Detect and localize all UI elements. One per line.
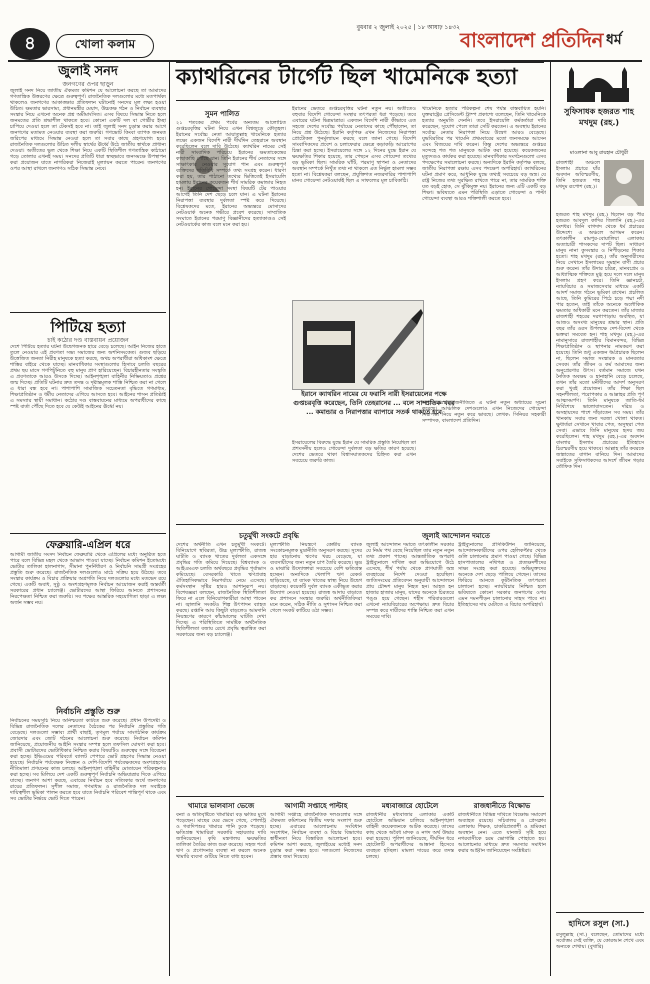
article-text: দেশের অর্থনীতি এখন চতুর্মুখী সংকটে। বিনিয়োগে স্থবিরতা, উচ্চ মূল্যস্ফীতি, রাজস্ব ঘাটতি ও ব্যাংক খাতের দুর্বলতা একসঙ্গে প্রবৃদ্ধির গতি কমিয়ে দিয়েছে। বিশ্বব্যাংক ও আইএমএফ চলতি অর্থবছরে প্রবৃদ্ধির পূর্বাভাস কমিয়েছে। বেসরকারি খাতে ঋণপ্রবাহ ঐতিহাসিকভাবে নিম্নপর্যায়ে নেমে এসেছে। কর্মসংস্থান সৃষ্টির হারও আশানুরূপ নয়। বিশেষজ্ঞরা বলছেন, রাজনৈতিক স্থিতিশীলতা ফিরে না এলে বিনিয়োগকারীরা আস্থা পাবেন না। জ্বালানি সংকটও শিল্প উৎপাদন ব্যাহত করছে। রপ্তানি আয় কিছুটা বাড়লেও আমদানি নিয়ন্ত্রণের কারণে কাঁচামালের ঘাটতি দেখা দিচ্ছে। এ পরিস্থিতিতে সামষ্টিক অর্থনৈতিক স্থিতিশীলতা বজায় রেখে প্রবৃদ্ধি ত্বরান্বিত করা সরকারের জন্য বড় চ্যালেঞ্জ।: [176, 542, 266, 638]
kicker-mob-killing: চাই কঠোর দণ্ড বাস্তবায়ন প্রয়োজন: [47, 337, 129, 344]
masthead-logo: বাংলাদেশ প্রতিদিন: [460, 28, 603, 52]
article-text: ২১ শতকের প্রথম পর্বের অন্যতম আলোচিত গুপ্তচরবৃত্তির ঘটনা নিয়ে এখন বিশ্বজুড়ে কৌতূহল। ইরানের সর্বোচ্চ নেতা আয়াতুল্লাহ খামেনিকে হত্যার লক্ষ্যে একজন বিদেশি নারী দীর্ঘদিন তেহরানে অবস্থান করেছিলেন বলে দাবি উঠেছে। ক্যাথরিন নামের সেই নারী সাংবাদিক পরিচয়ে ইরানের ক্ষমতাকেন্দ্রের কাছাকাছি পৌঁছে যান। তিনি ইরানের শীর্ষ নেতাদের সঙ্গে সাক্ষাৎকার নেওয়ার সুযোগ পান এবং গুরুত্বপূর্ণ ব্যক্তিদের গতিবিধি সম্পর্কে তথ্য সংগ্রহ করেন। ধারণা করা হয়, তার পাঠানো তথ্যের ভিত্তিতেই ইসরায়েলি হামলায় ইরানের কয়েকজন শীর্ষ সামরিক কমান্ডার নিহত হন। ইরানের গোয়েন্দা সংস্থা বিষয়টি টের পাওয়ার আগেই তিনি দেশ ছেড়ে চলে যান। এ ঘটনা ইরানের নিরাপত্তা ব্যবস্থার দুর্বলতা স্পষ্ট করে দিয়েছে। বিশ্লেষকদের মতে, ইরানের অভ্যন্তরে মোসাদের নেটওয়ার্ক অনেক গভীরে প্রবেশ করেছে। সাম্প্রতিক সংঘাতে ইরানের পরমাণু বিজ্ঞানীদের হত্যাকাণ্ডও সেই নেটওয়ার্কের কাজ বলে মনে করা হয়।: [176, 120, 286, 228]
article-text: মধ্যপ্রাচ্যের ভূরাজনীতিতে এ ঘটনা নতুন অধ্যায়ের সূচনা করেছে। আঞ্চলিক দেশগুলোও এখন নিজেদের গোয়েন্দা নিরাপত্তা নিয়ে নতুন করে ভাবছে। লেখক: সিনিয়র সহকারী সম্পাদক, বাংলাদেশ প্রতিদিন।: [422, 400, 546, 424]
section-label-right: ধর্ম: [606, 32, 622, 48]
article-text: বন্যা ও অতিবৃষ্টিতে খামারিরা বড় ক্ষতির মুখে পড়েছেন। মাছের ঘের ভেসে গেছে, পোলট্রি ও গবাদিপশুর খামারে পানি ঢুকে পড়েছে। ক্ষতিগ্রস্ত খামারিরা সরকারি সহায়তার দাবি জানিয়েছেন। কৃষি মন্ত্রণালয় ক্ষয়ক্ষতির তালিকা তৈরির কাজ শুরু করেছে। সহজ শর্তে ঋণ ও প্রণোদনার ব্যবস্থা না করলে অনেক খামারি ব্যবসা গুটিয়ে নিতে বাধ্য হবেন।: [176, 812, 266, 860]
page-number: ৪: [10, 28, 50, 60]
divider: [176, 62, 544, 63]
article-text: জুলাই আন্দোলন দমাতে তৎকালীন সরকার যে নির্মম পথ বেছে নিয়েছিল তার নতুন নতুন তথ্য প্রকাশ পাচ্ছে। আন্তর্জাতিক অপরাধ ট্রাইব্যুনালে দাখিল করা অভিযোগে উঠে এসেছে, শীর্ষ পর্যায় থেকে প্রাণঘাতী অস্ত্র ব্যবহারের নির্দেশ দেওয়া হয়েছিল। জাতিসংঘের প্রতিবেদন অনুযায়ী আন্দোলনে প্রায় চৌদ্দশ মানুষ নিহত হন। আহত হন হাজার হাজার মানুষ, যাদের অনেকে চিরতরে পঙ্গু হয়ে গেছেন। শহীদ পরিবারগুলো এখনো ন্যায়বিচারের অপেক্ষায়। দ্রুত বিচার সম্পন্ন করে দায়ীদের শাস্তি নিশ্চিত করা এখন সময়ের দাবি।: [366, 542, 454, 620]
headline-july-charter: জুলাই সনদ: [58, 64, 118, 79]
headline-protest: রাজধানীতে বিক্ষোভ: [473, 802, 531, 810]
headline-july-movement: জুলাই আন্দোলন দমাতে: [422, 532, 490, 540]
article-text: দেশে পিটিয়ে হত্যার ঘটনা উদ্বেগজনক হারে বেড়ে চলেছে। আইন নিজের হাতে তুলে নেওয়ার এই প্রবণতা সভ্য সমাজের জন্য অশনিসংকেত। গুজব ছড়িয়ে উত্তেজিত জনতা নিরীহ মানুষকে হত্যা করছে, অথচ অপরাধীরা অধিকাংশ ক্ষেত্রে শাস্তির বাইরে থেকে যাচ্ছে। মানবাধিকার সংস্থাগুলোর হিসাবে চলতি বছরের প্রথম ছয় মাসে গণপিটুনিতে বহু মানুষ প্রাণ হারিয়েছেন। বিচারহীনতার সংস্কৃতি এ প্রবণতাকে আরও উসকে দিচ্ছে। আইনশৃঙ্খলা বাহিনীর নিষ্ক্রিয়তাও প্রশ্নের জন্ম দিচ্ছে। প্রতিটি ঘটনার দ্রুত তদন্ত ও দৃষ্টান্তমূলক শাস্তি নিশ্চিত করা না গেলে এ ধারা বন্ধ হবে না। পাশাপাশি সামাজিক সচেতনতা বৃদ্ধিতে গণমাধ্যম, শিক্ষাপ্রতিষ্ঠান ও ধর্মীয় নেতাদের এগিয়ে আসতে হবে। আইনের শাসন প্রতিষ্ঠাই এ সমস্যার স্থায়ী সমাধান। কঠোর দণ্ড বাস্তবায়নের মাধ্যমে অপরাধীদের কাছে স্পষ্ট বার্তা পৌঁছে দিতে হবে যে কেউই আইনের ঊর্ধ্বে নয়।: [10, 344, 166, 410]
byline-right: মাওলানা আবু রায়হান চৌধুরী: [569, 150, 629, 156]
divider: [176, 524, 544, 525]
article-text: রাজধানীর মধ্যবাজার এলাকার একটি হোটেলে অভিযান চালিয়ে আইনশৃঙ্খলা বাহিনী কয়েকজনকে আটক করেছে। তাদের কাছ থেকে অবৈধ মাদক ও নগদ অর্থ উদ্ধার করা হয়েছে। পুলিশ জানিয়েছে, দীর্ঘদিন ধরে হোটেলটি অপরাধীদের আস্তানা হিসেবে ব্যবহৃত হচ্ছিল। মামলা দায়ের করে তদন্ত চলছে।: [366, 812, 454, 860]
column-rule: [169, 62, 170, 976]
divider: [176, 796, 544, 797]
portrait-photo: [604, 160, 644, 206]
date-line: বুধবার ২ জুলাই ২০২৫ | ১৮ আষাঢ় ১৪৩২: [356, 24, 460, 31]
divider: [176, 100, 544, 101]
article-text: ট্রাইব্যুনালের প্রসিকিউশন জানিয়েছে, আন্দোলনকারীদের ওপর হেলিকপ্টার থেকে গুলি চালানোর প্রমাণ পাওয়া গেছে। বিভিন্ন হাসপাতালের নথিপত্র ও প্রত্যক্ষদর্শীদের সাক্ষ্য সংগ্রহ করা হয়েছে। অভিযুক্তদের অনেকে দেশ ছেড়ে পালিয়ে গেছেন। তাদের ফিরিয়ে আনতে কূটনৈতিক তৎপরতা চালানো হচ্ছে। ন্যায়বিচার নিশ্চিত হলে ভবিষ্যতে কোনো সরকার জনগণের ওপর এমন দমনপীড়ন চালানোর সাহস পাবে না। ইতিহাসের দায় মেটাতে এ বিচার অপরিহার্য।: [458, 542, 546, 608]
mosque-icon: [563, 66, 633, 102]
main-headline: ক্যাথরিনের টার্গেট ছিল খামেনিকে হত্যা: [176, 65, 518, 90]
headline-sufi-saint: সুফিসাধক হজরত শাহ মখদুম (রহ.): [564, 107, 634, 127]
article-text: মূল্যস্ফীতি নিয়ন্ত্রণে কেন্দ্রীয় ব্যাংক সংকোচনমূলক মুদ্রানীতি অনুসরণ করছে। সুদের হার বাড়ানোয় ঋণের খরচ বেড়েছে, যা ব্যবসায়ীদের জন্য নতুন চাপ তৈরি করেছে। ক্ষুদ্র ও মাঝারি উদ্যোক্তারা সবচেয়ে বেশি ক্ষতিগ্রস্ত হচ্ছেন। অন্যদিকে খেলাপি ঋণ রেকর্ড ছাড়িয়েছে, যা ব্যাংক খাতের স্বাস্থ্য নিয়ে উদ্বেগ বাড়াচ্ছে। কয়েকটি দুর্বল ব্যাংক একীভূত করার উদ্যোগ নেওয়া হয়েছে। রাজস্ব আদায় বাড়াতে কর প্রশাসনে সংস্কার জরুরি। অর্থনীতিবিদরা মনে করেন, সঠিক নীতি ও সুশাসন নিশ্চিত করা গেলে সংকট কাটিয়ে ওঠা সম্ভব।: [270, 542, 362, 614]
article-text: আগামী জাতীয় সংসদ নির্বাচন ফেব্রুয়ারি থেকে এপ্রিলের মধ্যে অনুষ্ঠিত হতে পারে বলে বিভিন্ন মহল থেকে আভাস পাওয়া যাচ্ছে। নির্বাচন কমিশন ইতোমধ্যে ভোটার তালিকা হালনাগাদ, সীমানা পুনর্নির্ধারণ ও নির্বাচনি সামগ্রী সংগ্রহের প্রস্তুতি শুরু করেছে। রাজনৈতিক দলগুলোও মাঠে সক্রিয় হয়ে উঠছে। তবে সংস্কার কার্যক্রম ও বিচার প্রক্রিয়ার অগ্রগতি নিয়ে দলগুলোর মধ্যে মতভেদ রয়ে গেছে। একটি অবাধ, সুষ্ঠু ও অংশগ্রহণমূলক নির্বাচন আয়োজন করাই অন্তর্বর্তী সরকারের প্রধান চ্যালেঞ্জ। ভোটারদের আস্থা ফিরিয়ে আনতে প্রশাসনের নিরপেক্ষতা নিশ্চিত করা জরুরি। সব পক্ষের আন্তরিক সহযোগিতা ছাড়া এ লক্ষ্য অর্জন সম্ভব নয়।: [10, 552, 166, 606]
divider: [556, 912, 644, 913]
article-text: জুলাই সনদ নিয়ে জাতীয় ঐকমত্য কমিশন যে আলোচনা করছে তা আমাদের গণতান্ত্রিক উত্তরণের ক্ষেত্রে গুরুত্বপূর্ণ। রাজনৈতিক দলগুলোর মধ্যে মতপার্থক্য থাকলেও জনগণের আকাঙ্ক্ষার প্রতিফলন ঘটানোই সনদের মূল লক্ষ্য হওয়া উচিত। ক্ষমতার ভারসাম্য, প্রধানমন্ত্রীর মেয়াদ, উচ্চকক্ষ গঠন ও নির্বাচন ব্যবস্থার সংস্কার নিয়ে এখনো অনেক প্রশ্ন অমীমাংসিত। এসব বিষয়ে সিদ্ধান্ত নিতে হলে জনমতের প্রতি শ্রদ্ধাশীল থাকতে হবে। কোনো একটি দল বা গোষ্ঠীর ইচ্ছা চাপিয়ে দেওয়া হলে তা টেকসই হবে না। তাই জুলাই সনদ চূড়ান্ত করার আগে জনগণের মতামত নেওয়ার ব্যবস্থা করা জরুরি। গণভোট কিংবা ব্যাপক জনমত জরিপের মাধ্যমে সিদ্ধান্ত নেওয়া হলে তা সবার কাছে গ্রহণযোগ্য হবে। রাজনৈতিক দলগুলোর উচিত দলীয় স্বার্থের ঊর্ধ্বে উঠে জাতীয় স্বার্থকে প্রাধান্য দেওয়া। অতীতের ভুল থেকে শিক্ষা নিয়ে একটি স্থিতিশীল গণতান্ত্রিক কাঠামো গড়ে তোলার এখনই সময়। সনদের প্রতিটি ধারা স্বচ্ছভাবে জনসমক্ষে উপস্থাপন করা প্রয়োজন যাতে নাগরিকরা নিজেরাই মূল্যায়ন করতে পারেন। জনগণের ওপর আস্থা রাখলে জনগণও সঠিক সিদ্ধান্ত নেবে।: [10, 88, 166, 172]
pull-quote: ইরানে ক্যাথরিন নামের যে ফরাসি নারী ইসরায়েলের পক্ষে গুপ্তচরবৃত্তি করেছেন, তিনি তেহরানের ... বলে সাম্প্রতিক খবর ... কমান্ডার ও নিরাপত্তার ব্যাপারে সতর্ক থাকতে হবে: [293, 390, 455, 416]
article-text: নির্বাচনের সময়সূচি নিয়ে অনিশ্চয়তা কাটতে শুরু করেছে। প্রধান উপদেষ্টা ও বিভিন্ন রাজনৈতিক দলের নেতাদের বৈঠকের পর নির্বাচনি প্রস্তুতির গতি বেড়েছে। দলগুলো সম্ভাব্য প্রার্থী বাছাই, তৃণমূল পর্যায়ে সাংগঠনিক কার্যক্রম জোরদার এবং জোট গঠনের আলোচনা শুরু করেছে। নির্বাচন কমিশন জানিয়েছে, প্রয়োজনীয় আইনি সংস্কার সম্পন্ন হলে তফসিল ঘোষণা করা হবে। প্রবাসী ভোটারদের ভোটাধিকার নিশ্চিত করার বিষয়টিও গুরুত্বের সঙ্গে বিবেচনা করা হচ্ছে। ইভিএমের পরিবর্তে ব্যালট পেপারে ভোট গ্রহণের সিদ্ধান্ত নেওয়া হয়েছে। নির্বাচনি পর্যবেক্ষক নিবন্ধন ও দেশি-বিদেশি পর্যবেক্ষকদের অংশগ্রহণের নীতিমালা প্রণয়নের কাজ চলছে। আইনশৃঙ্খলা বাহিনীর মোতায়েন পরিকল্পনাও করা হচ্ছে। সব মিলিয়ে দেশ একটি গুরুত্বপূর্ণ নির্বাচনি অভিযাত্রার দিকে এগিয়ে যাচ্ছে। জনগণ আশা করছে, এবারের নির্বাচন হবে সত্যিকার অর্থে জনগণের রায়ের প্রতিফলন। সুশীল সমাজ, গণমাধ্যম ও রাজনৈতিক দল সবাইকে দায়িত্বশীল ভূমিকা পালন করতে হবে যাতে নির্বাচনি পরিবেশ শান্তিপূর্ণ থাকে এবং সব ভোটার নির্ভয়ে ভোট দিতে পারেন।: [10, 718, 166, 802]
article-text: ইসরায়েলের বিরুদ্ধে যুদ্ধে ইরান যে সামরিক প্রস্তুতি নিয়েছিল তা প্রশংসনীয় হলেও গোয়েন্দা দুর্বলতা বড় ক্ষতির কারণ হয়েছে। দেশের ভেতরে থাকা বিশ্বাসঘাতকদের চিহ্নিত করা এখন সবচেয়ে জরুরি কাজ।: [292, 440, 416, 464]
headline-hotel: মধ্যবাজারে হোটেলে: [381, 802, 439, 810]
hadith-title: হাদিসে রসুল (সা.): [568, 919, 630, 928]
article-text: রাজধানীতে বিভিন্ন দাবিতে বিক্ষোভ সমাবেশ অব্যাহত রয়েছে। সচিবালয় ও প্রেসক্লাব এলাকায় শিক্ষক, চাকরিপ্রত্যাশী ও শ্রমিকরা অবস্থান নেন। এতে যানজট সৃষ্টি হয়ে নগরবাসীকে চরম ভোগান্তি পোহাতে হয়। আলোচনার মাধ্যমে দ্রুত সমস্যার সমাধান করার আহ্বান জানিয়েছেন সংশ্লিষ্টরা।: [458, 812, 546, 854]
divider: [10, 312, 166, 313]
illustration-book: [292, 300, 424, 390]
section-tag: খোলা কলাম: [56, 34, 154, 58]
article-text: হজরত শাহ মখদুম (রহ.) ছিলেন বড় পীর হজরত আবদুল কাদির জিলানি (রহ.)-এর বংশধর। তিনি বাগদাদ থেকে ধর্ম প্রচারের উদ্দেশ্যে এ অঞ্চলে আগমন করেন। তৎকালীন রামপুর-বোয়ালিয়া এলাকায় অত্যাচারী শাসকদের দাপট ছিল। সাধারণ মানুষ নানা কুসংস্কার ও নিপীড়নের শিকার হতো। শাহ মখদুম (রহ.) তাঁর অনুসারীদের নিয়ে সেখানে ইসলামের সুমহান বাণী প্রচার শুরু করেন। তাঁর উদার চরিত্র, মানবপ্রেম ও আধ্যাত্মিক শক্তিতে মুগ্ধ হয়ে দলে দলে মানুষ ইসলাম গ্রহণ করে। তিনি জ্ঞানচর্চা, ন্যায়বিচার ও সমাজসেবার মাধ্যমে একটি আদর্শ সমাজ গঠনে ভূমিকা রাখেন। প্রচলিত আছে, তিনি কুমিরের পিঠে চড়ে পদ্মা নদী পার হতেন, তাই তাঁকে অনেকে অলৌকিক ক্ষমতার অধিকারী মনে করতেন। তাঁর মাজার রাজশাহী শহরের দরগাপাড়ায় অবস্থিত, যা আজও অসংখ্য মানুষের শ্রদ্ধার স্থান। প্রতি বছর তাঁর ওরস উপলক্ষে দেশ-বিদেশ থেকে ভক্তরা সমবেত হন। শাহ মখদুম (রহ.)-এর নামানুসারে রাজশাহীর বিমানবন্দর, বিভিন্ন শিক্ষাপ্রতিষ্ঠান ও স্থাপনার নামকরণ করা হয়েছে। তিনি শুধু একজন ধর্মপ্রচারক ছিলেন না, ছিলেন সমাজ সংস্কারক ও মানবতার সেবক। তাঁর জীবন ও কর্ম আমাদের জন্য অনুপ্রেরণার উৎস। বর্তমান সমাজে যখন নৈতিক অবক্ষয় ও হানাহানি বেড়ে চলেছে, তখন তাঁর মতো মনীষীদের আদর্শ অনুসরণ করা খুবই প্রয়োজন। তাঁর শিক্ষা ছিল সহনশীলতা, পরোপকার ও আল্লাহর প্রতি পূর্ণ আত্মসমর্পণ। তিনি মানুষকে জাতি-ধর্ম নির্বিশেষে ভালোবাসতেন। দরিদ্র ও অসহায়দের পাশে দাঁড়াতেন সব সময়। তাঁর খানকায় সবার জন্য দরজা খোলা থাকত। ক্ষুধার্তরা সেখানে খাবার পেত, অসুস্থরা পেত সেবা। এভাবে তিনি মানুষের হৃদয় জয় করেছিলেন। শাহ মখদুম (রহ.)-এর অবদান বাংলার ইসলাম প্রচারের ইতিহাসে চিরস্মরণীয় হয়ে থাকবে। আল্লাহ তাঁর কবরকে জান্নাতের বাগান বানিয়ে দিন। আমাদের সবাইকে সুফিসাধকদের আদর্শে জীবন গড়ার তৌফিক দিন।: [556, 212, 644, 470]
article-text: রাজশাহী অঞ্চলে ইসলাম প্রচারে যাঁর অবদান অবিস্মরণীয়, তিনি হজরত শাহ মখদুম রূপোশ (রহ.)।: [556, 160, 600, 190]
divider: [10, 533, 166, 534]
kicker-july-charter: জনগণের ওপর ছাড়ুন: [62, 81, 114, 88]
article-text: আগামী সপ্তাহে রাজনৈতিক দলগুলোর সঙ্গে ঐকমত্য কমিশনের দ্বিতীয় দফার সংলাপ শুরু হচ্ছে। এবারের আলোচনায় সংবিধান সংশোধন, নির্বাচন ব্যবস্থা ও বিচার বিভাগের স্বাধীনতা নিয়ে বিস্তারিত আলোচনা হবে। কমিশন আশা করছে, জুলাইয়ের মধ্যেই সনদ চূড়ান্ত করা সম্ভব হবে। দলগুলো নিজেদের প্রস্তাব জমা দিয়েছে।: [270, 812, 362, 860]
column-rule: [550, 62, 551, 976]
headline-feb-april: ফেব্রুয়ারি-এপ্রিল ধরে: [45, 540, 131, 551]
byline: সুমন পালিত: [205, 110, 240, 118]
article-text: রসুলুল্লাহ (সা.) বলেছেন, তোমাদের মধ্যে সর্বোত্তম সেই ব্যক্তি, যে কোরআন শেখে এবং অন্যকে শেখায়। (বুখারি): [556, 932, 644, 950]
headline-election-prep: নির্বাচনি প্রস্তুতি শুরু: [56, 707, 120, 716]
headline-mob-killing: পিটিয়ে হত্যা: [50, 318, 126, 336]
headline-next-week: আগামী সপ্তাহে পাল্টাহ: [284, 802, 348, 810]
headline-farm: খামারে ভালবাসা ভেজে: [187, 802, 255, 810]
article-text: খামেনিকে হত্যার পরিকল্পনা শেষ পর্যন্ত বাস্তবায়িত হয়নি। যুক্তরাষ্ট্রের প্রেসিডেন্ট ট্রাম্প প্রকাশ্যে বলেছেন, তিনি খামেনিকে হত্যার অনুমতি দেননি। তবে ইসরায়েলি কর্মকর্তারা দাবি করেছেন, সুযোগ পেলে তারা সেটি করতেন। এ অবস্থায় ইরানের সর্বোচ্চ নেতার নিরাপত্তা নিয়ে উদ্বেগ আরও বেড়েছে। যুদ্ধবিরতির পর খামেনি প্রথমবারের মতো জনসমক্ষে আসেন এবং বিজয়ের দাবি করেন। কিন্তু দেশের অভ্যন্তরে গুপ্তচর সন্দেহে শত শত মানুষকে আটক করা হয়েছে। কয়েকজনের মৃত্যুদণ্ডও কার্যকর করা হয়েছে। মানবাধিকার সংগঠনগুলো এসব পদক্ষেপের সমালোচনা করছে। অন্যদিকে ইরানি কর্তৃপক্ষ বলছে, জাতীয় নিরাপত্তা রক্ষায় এসব পদক্ষেপ অপরিহার্য। ক্যাথরিনের ঘটনা প্রমাণ করে, আধুনিক যুদ্ধে তথ্যই সবচেয়ে বড় অস্ত্র। যে রাষ্ট্র নিজের তথ্য সুরক্ষিত রাখতে পারে না, তার সামরিক শক্তি যত বড়ই হোক, সে ঝুঁকিমুক্ত নয়। ইরানের জন্য এটি একটি বড় শিক্ষা। ভবিষ্যতে এমন পরিস্থিতি এড়াতে গোয়েন্দা ও পাল্টা গোয়েন্দা ব্যবস্থা আরও শক্তিশালী করতে হবে।: [422, 106, 546, 202]
article-text: ইরানের ভেতরে গুপ্তচরবৃত্তির ঘটনা নতুন নয়। অতীতেও বহুবার বিদেশি গোয়েন্দা সংস্থার তৎপরতা ধরা পড়েছে। তবে এবারের ঘটনা ভিন্নমাত্রার। একজন বিদেশি নারী কীভাবে এত সহজে দেশের সর্বোচ্চ পর্যায়ের নেতাদের কাছে পৌঁছালেন, তা নিয়ে প্রশ্ন উঠেছে। ইরানি কর্তৃপক্ষ এখন নিজেদের নিরাপত্তা প্রোটোকল পুনর্মূল্যায়ন করছে বলে জানা গেছে। বিদেশি সাংবাদিকদের প্রবেশ ও চলাফেরার ক্ষেত্রে কড়াকড়ি আরোপের চিন্তা করা হচ্ছে। ইসরায়েলের সঙ্গে ১২ দিনের যুদ্ধে ইরান যে ক্ষয়ক্ষতির শিকার হয়েছে, তার পেছনে এসব গোয়েন্দা তথ্যের বড় ভূমিকা ছিল। সামরিক ঘাঁটি, পরমাণু স্থাপনা ও নেতাদের অবস্থান সম্পর্কে নিখুঁত তথ্য না থাকলে এত নির্ভুল হামলা সম্ভব হতো না। বিশ্লেষকরা বলছেন, প্রযুক্তিগত নজরদারির পাশাপাশি মানব গোয়েন্দা নেটওয়ার্কই ছিল এ সাফল্যের মূল চাবিকাঠি।: [292, 106, 416, 184]
headline-growth-crisis: চতুর্মুখী সংকটে প্রবৃদ্ধি: [239, 532, 299, 540]
